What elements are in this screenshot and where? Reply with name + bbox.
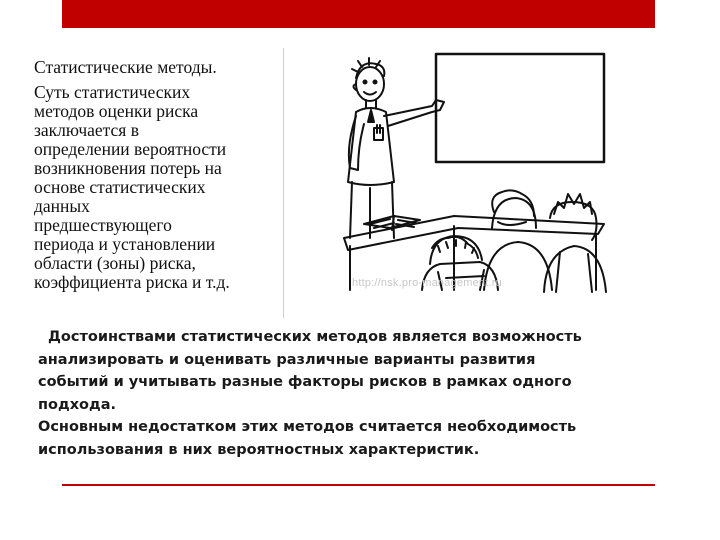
text-line: методов оценки риска (34, 101, 199, 121)
text-line: подхода. (38, 396, 117, 413)
text-line: Суть статистических (34, 82, 191, 102)
text-line: событий и учитывать разные факторы рисков в рамках одного (38, 374, 572, 390)
text-line: предшествующего (34, 215, 172, 235)
text-line: Основным недостатком этих методов считается необходимость (38, 419, 577, 435)
watermark: http://nsk.pro-management.ru (352, 277, 502, 289)
section-title: Статистические методы. (34, 57, 217, 77)
classroom-illustration (334, 42, 618, 304)
text-line: анализировать и оценивать различные варианты развития (38, 351, 536, 368)
text-line: коэффициента риска и т.д. (34, 272, 230, 292)
text-line: определении вероятности (34, 139, 227, 159)
board-shape (436, 54, 604, 162)
top-accent-bar (62, 0, 655, 28)
left-text-block (34, 58, 286, 292)
text-line: основе статистических (34, 177, 206, 197)
text-line: Достоинствами статистических методов является возможность (48, 329, 582, 345)
bottom-accent-rule (62, 484, 655, 486)
text-line: заключается в (34, 120, 139, 140)
text-line: использования в них вероятностных характеристик. (38, 441, 480, 458)
text-line: данных (34, 196, 90, 216)
text-line: возникновения потерь на (34, 158, 222, 178)
text-line: периода и установлении (34, 234, 216, 254)
text-line: области (зоны) риска, (34, 253, 196, 273)
bottom-text-block (38, 326, 648, 461)
